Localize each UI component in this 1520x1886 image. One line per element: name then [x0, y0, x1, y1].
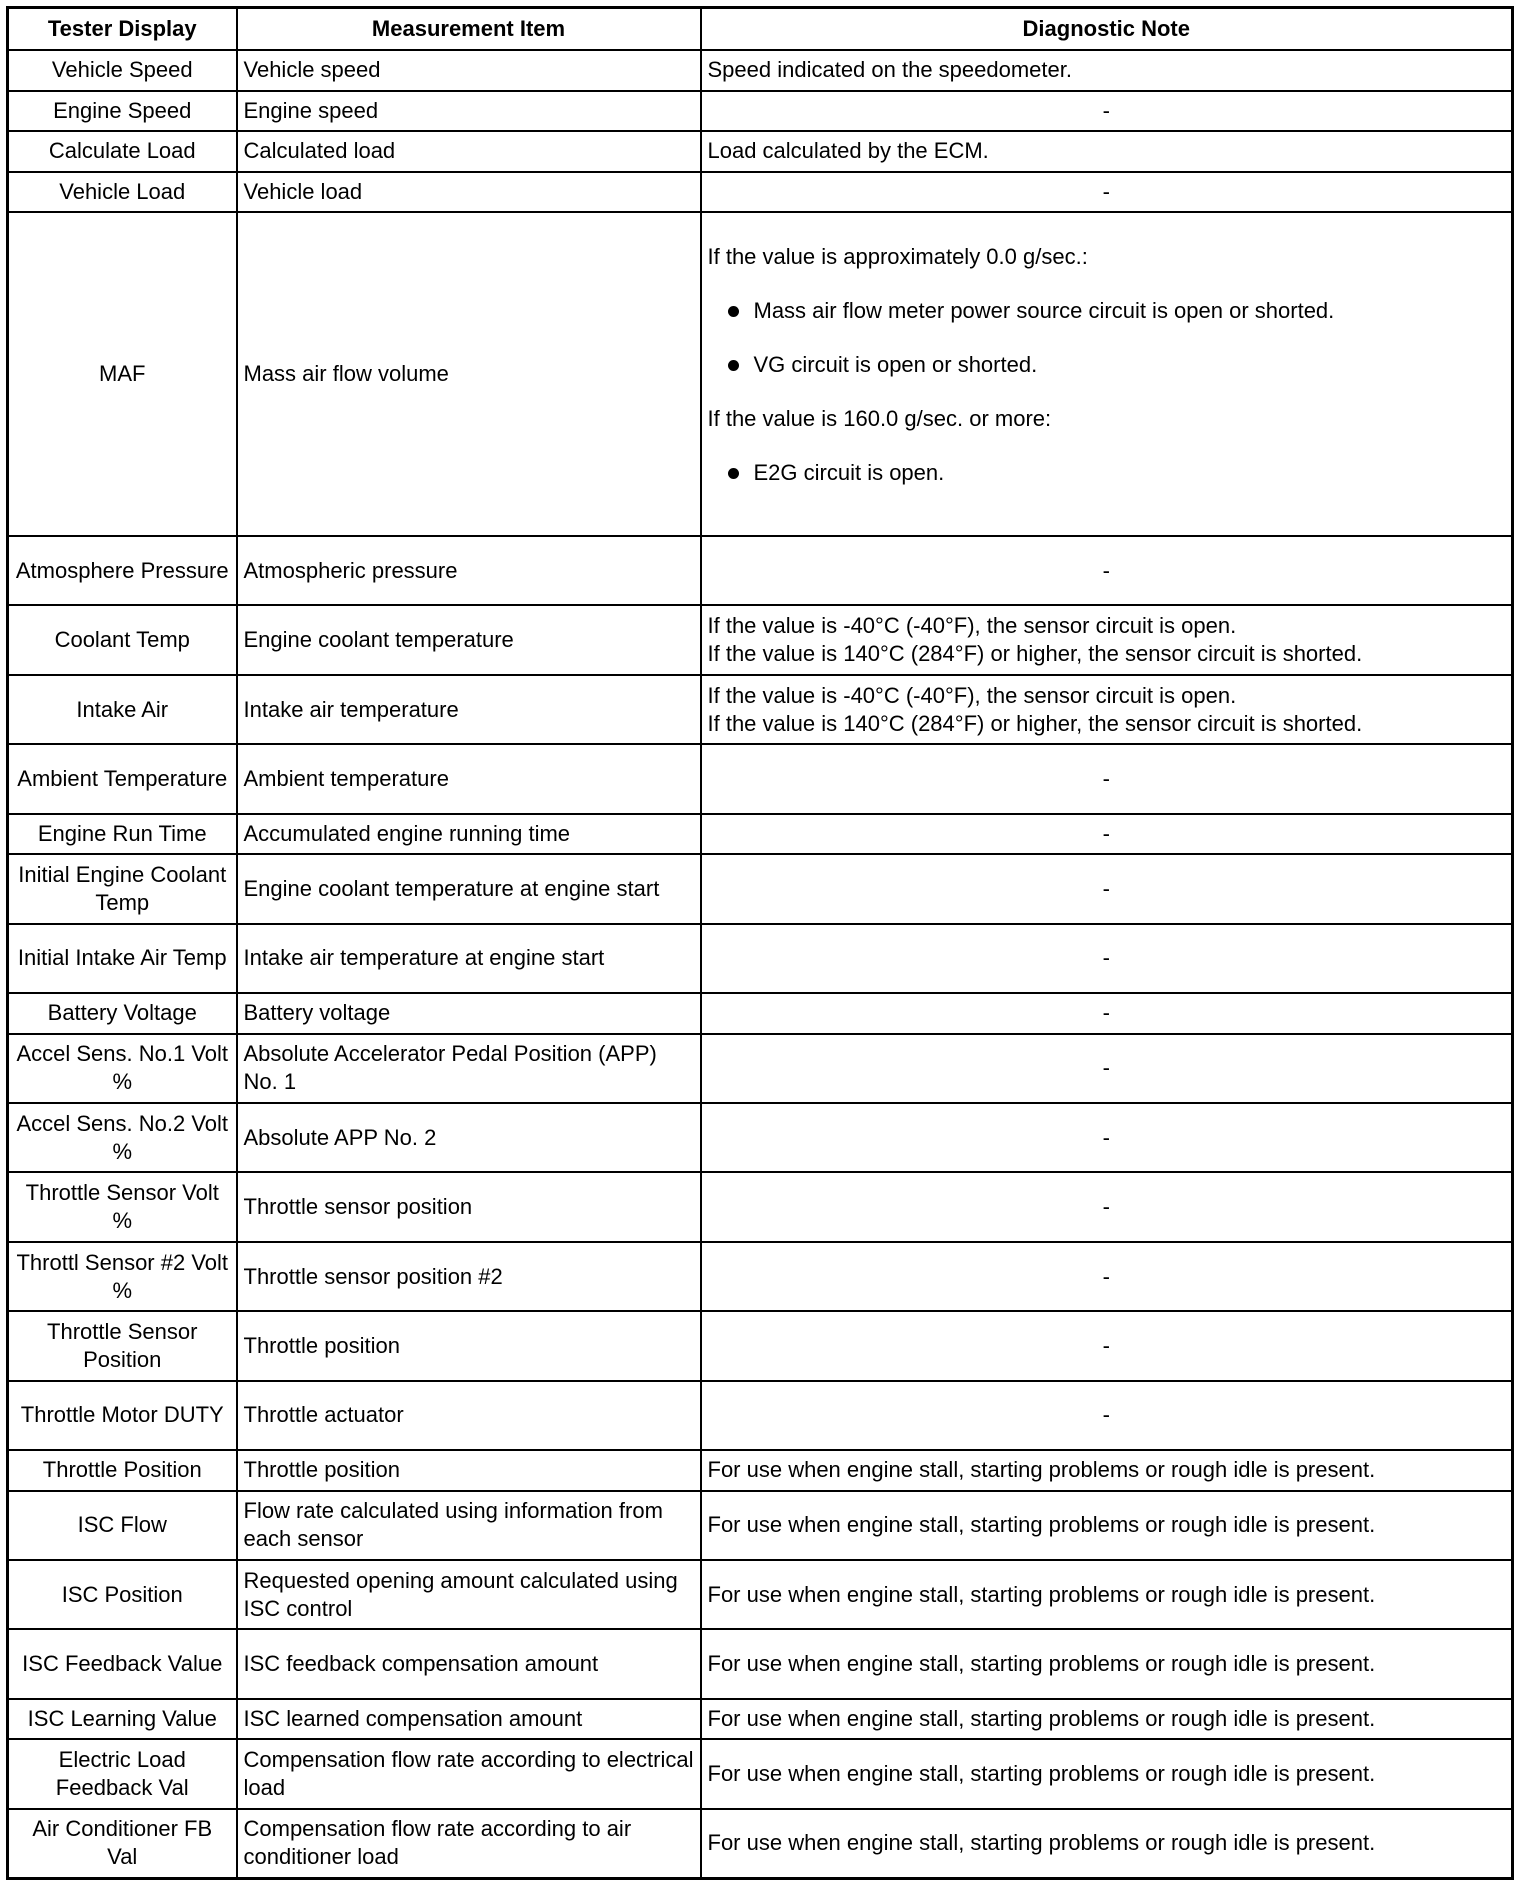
table-row	[8, 1699, 1513, 1740]
diagnostic-note-cell: -	[701, 536, 1513, 605]
maf-note-bullet: VG circuit is open or shorted.	[708, 351, 1506, 379]
table-row	[8, 1242, 1513, 1311]
table-row	[8, 814, 1513, 855]
table-row	[8, 131, 1513, 172]
diagnostic-note-line: If the value is -40°C (-40°F), the sensor circuit is open.	[707, 682, 1237, 708]
page	[6, 6, 1511, 1880]
diagnostic-note-cell	[701, 675, 1513, 744]
diagnostic-note-cell: -	[701, 1103, 1513, 1172]
diagnostic-note-cell: -	[701, 91, 1513, 132]
measurement-item-cell: Throttle sensor position #2	[237, 1242, 701, 1311]
tester-display-cell: Throttle Motor DUTY	[8, 1381, 237, 1450]
diagnostic-note-cell: For use when engine stall, starting problems or rough idle is present.	[701, 1809, 1513, 1879]
tester-display-cell: Throttle Sensor Position	[8, 1311, 237, 1380]
measurement-item-cell: Compensation flow rate according to air conditioner load	[237, 1809, 701, 1879]
measurement-item-cell: Engine coolant temperature at engine start	[237, 854, 701, 923]
table-row	[8, 212, 1513, 536]
tester-display-cell: ISC Position	[8, 1560, 237, 1629]
measurement-item-cell: Mass air flow volume	[237, 212, 701, 536]
tester-display-cell: Throttle Position	[8, 1450, 237, 1491]
measurement-item-cell: Vehicle load	[237, 172, 701, 213]
table-row	[8, 675, 1513, 744]
maf-note-intro: If the value is 160.0 g/sec. or more:	[707, 406, 1052, 432]
table-row	[8, 50, 1513, 91]
table-row	[8, 536, 1513, 605]
diagnostic-note-cell: -	[701, 1381, 1513, 1450]
tester-display-cell: Ambient Temperature	[8, 744, 237, 813]
measurement-item-cell: Throttle sensor position	[237, 1172, 701, 1241]
data-list-table	[6, 6, 1514, 1880]
measurement-item-cell: Requested opening amount calculated using ISC control	[237, 1560, 701, 1629]
table-row	[8, 1311, 1513, 1380]
tester-display-cell: ISC Learning Value	[8, 1699, 237, 1740]
diagnostic-note-cell: -	[701, 1311, 1513, 1380]
measurement-item-cell: Ambient temperature	[237, 744, 701, 813]
measurement-item-cell: Absolute Accelerator Pedal Position (APP) No. 1	[237, 1034, 701, 1103]
table-row	[8, 924, 1513, 993]
header-diagnostic-note: Diagnostic Note	[701, 8, 1513, 51]
table-row	[8, 172, 1513, 213]
measurement-item-cell: ISC feedback compensation amount	[237, 1629, 701, 1698]
tester-display-cell: Throttl Sensor #2 Volt %	[8, 1242, 237, 1311]
diagnostic-note-cell	[701, 212, 1513, 536]
table-row	[8, 1809, 1513, 1879]
diagnostic-note-cell: -	[701, 924, 1513, 993]
header-row	[8, 8, 1513, 51]
tester-display-cell: Initial Engine Coolant Temp	[8, 854, 237, 923]
tester-display-cell: Initial Intake Air Temp	[8, 924, 237, 993]
tester-display-cell: Calculate Load	[8, 131, 237, 172]
measurement-item-cell: Vehicle speed	[237, 50, 701, 91]
table-row	[8, 1491, 1513, 1560]
measurement-item-cell: Intake air temperature at engine start	[237, 924, 701, 993]
tester-display-cell: Throttle Sensor Volt %	[8, 1172, 237, 1241]
tester-display-cell: MAF	[8, 212, 237, 536]
tester-display-cell: Electric Load Feedback Val	[8, 1739, 237, 1808]
measurement-item-cell: Atmospheric pressure	[237, 536, 701, 605]
diagnostic-note-cell: -	[701, 993, 1513, 1034]
tester-display-cell: Vehicle Speed	[8, 50, 237, 91]
measurement-item-cell: Intake air temperature	[237, 675, 701, 744]
tester-display-cell: ISC Feedback Value	[8, 1629, 237, 1698]
diagnostic-note-cell: For use when engine stall, starting problems or rough idle is present.	[701, 1699, 1513, 1740]
tester-display-cell: Atmosphere Pressure	[8, 536, 237, 605]
table-row	[8, 854, 1513, 923]
diagnostic-note-line: If the value is -40°C (-40°F), the sensor circuit is open.	[707, 613, 1237, 639]
table-row	[8, 1034, 1513, 1103]
diagnostic-note-line: If the value is 140°C (284°F) or higher, the sensor circuit is shorted.	[707, 641, 1363, 667]
measurement-item-cell: Absolute APP No. 2	[237, 1103, 701, 1172]
tester-display-cell: Accel Sens. No.2 Volt %	[8, 1103, 237, 1172]
measurement-item-cell: Throttle actuator	[237, 1381, 701, 1450]
diagnostic-note-cell	[701, 605, 1513, 674]
measurement-item-cell: ISC learned compensation amount	[237, 1699, 701, 1740]
table-row	[8, 1629, 1513, 1698]
tester-display-cell: Air Conditioner FB Val	[8, 1809, 237, 1879]
tester-display-cell: Battery Voltage	[8, 993, 237, 1034]
diagnostic-note-cell: For use when engine stall, starting problems or rough idle is present.	[701, 1629, 1513, 1698]
table-row	[8, 993, 1513, 1034]
table-row	[8, 1381, 1513, 1450]
maf-note-intro: If the value is approximately 0.0 g/sec.:	[707, 244, 1088, 270]
header-tester-display: Tester Display	[8, 8, 237, 51]
table-row	[8, 1172, 1513, 1241]
diagnostic-note-cell: -	[701, 172, 1513, 213]
tester-display-cell: Engine Speed	[8, 91, 237, 132]
diagnostic-note-line: If the value is 140°C (284°F) or higher, the sensor circuit is shorted.	[707, 710, 1363, 736]
tester-display-cell: Coolant Temp	[8, 605, 237, 674]
tester-display-cell: Intake Air	[8, 675, 237, 744]
diagnostic-note-cell: -	[701, 744, 1513, 813]
maf-note-bullet: Mass air flow meter power source circuit is open or shorted.	[708, 297, 1506, 325]
table-row	[8, 605, 1513, 674]
diagnostic-note-cell: Load calculated by the ECM.	[701, 131, 1513, 172]
table-row	[8, 1450, 1513, 1491]
tester-display-cell: Vehicle Load	[8, 172, 237, 213]
measurement-item-cell: Calculated load	[237, 131, 701, 172]
table-row	[8, 744, 1513, 813]
table-row	[8, 1103, 1513, 1172]
maf-note-bullet: E2G circuit is open.	[708, 459, 1506, 487]
diagnostic-note-cell: Speed indicated on the speedometer.	[701, 50, 1513, 91]
diagnostic-note-cell: For use when engine stall, starting problems or rough idle is present.	[701, 1450, 1513, 1491]
diagnostic-note-cell: -	[701, 1034, 1513, 1103]
diagnostic-note-cell: For use when engine stall, starting problems or rough idle is present.	[701, 1739, 1513, 1808]
header-measurement-item: Measurement Item	[237, 8, 701, 51]
table-row	[8, 91, 1513, 132]
tester-display-cell: ISC Flow	[8, 1491, 237, 1560]
measurement-item-cell: Throttle position	[237, 1450, 701, 1491]
diagnostic-note-cell: -	[701, 854, 1513, 923]
measurement-item-cell: Flow rate calculated using information from each sensor	[237, 1491, 701, 1560]
diagnostic-note-cell: -	[701, 1242, 1513, 1311]
measurement-item-cell: Battery voltage	[237, 993, 701, 1034]
table-row	[8, 1560, 1513, 1629]
table-body	[8, 50, 1513, 1879]
measurement-item-cell: Engine speed	[237, 91, 701, 132]
measurement-item-cell: Compensation flow rate according to electrical load	[237, 1739, 701, 1808]
diagnostic-note-cell: For use when engine stall, starting problems or rough idle is present.	[701, 1560, 1513, 1629]
diagnostic-note-cell: -	[701, 1172, 1513, 1241]
table-row	[8, 1739, 1513, 1808]
diagnostic-note-cell: For use when engine stall, starting problems or rough idle is present.	[701, 1491, 1513, 1560]
tester-display-cell: Engine Run Time	[8, 814, 237, 855]
measurement-item-cell: Engine coolant temperature	[237, 605, 701, 674]
tester-display-cell: Accel Sens. No.1 Volt %	[8, 1034, 237, 1103]
diagnostic-note-cell: -	[701, 814, 1513, 855]
measurement-item-cell: Throttle position	[237, 1311, 701, 1380]
measurement-item-cell: Accumulated engine running time	[237, 814, 701, 855]
